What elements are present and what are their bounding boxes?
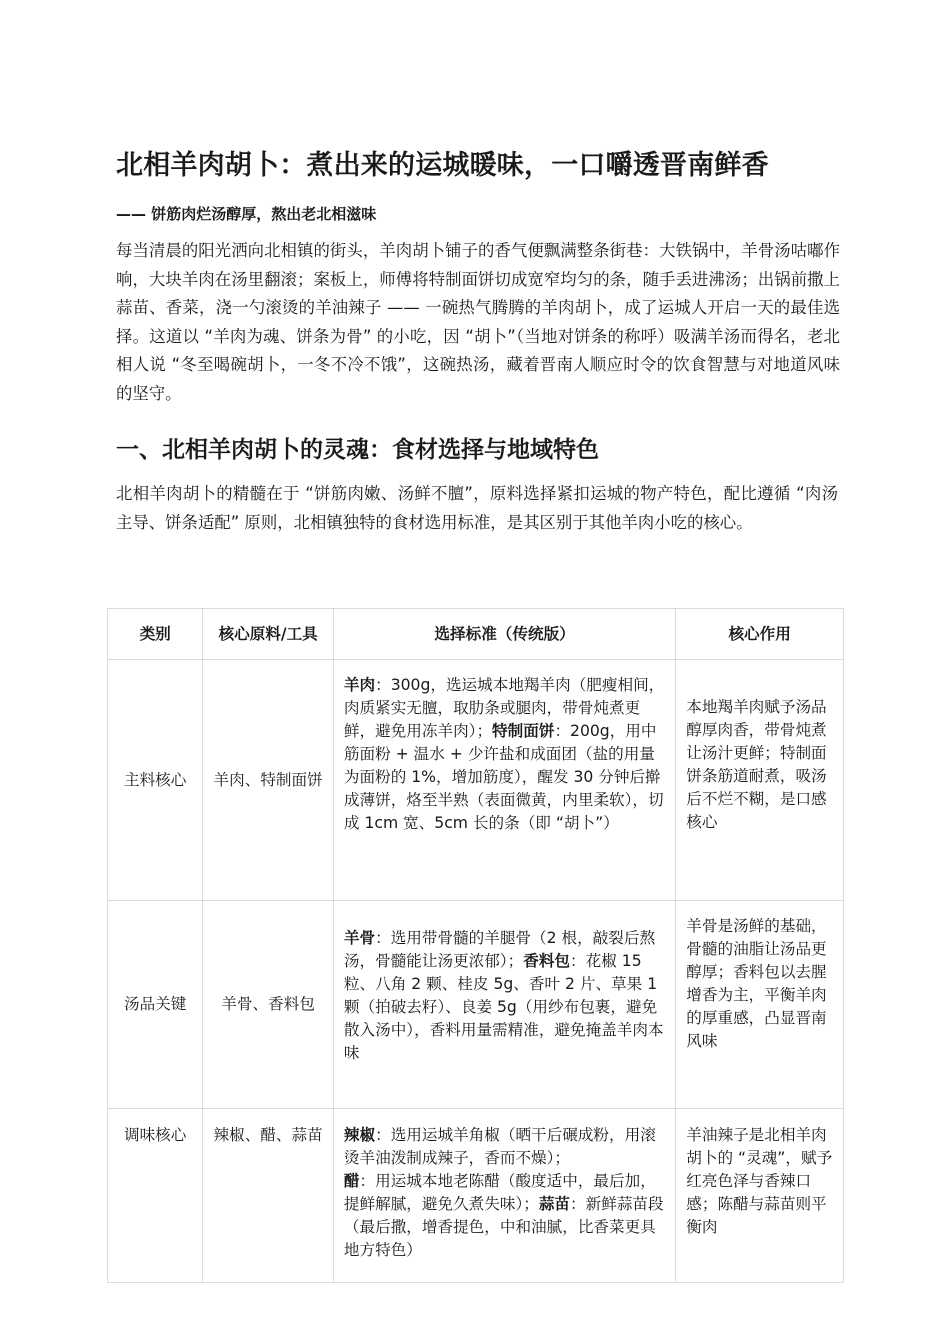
standard-keyword: 蒜苗 [538, 1195, 571, 1213]
standard-text: ：选用运城羊角椒（晒干后碾成粉，用滚烫羊油泼制成辣子，香而不燥）； [343, 1126, 656, 1167]
category-cell: 主料核心 [108, 660, 203, 901]
section-lead-paragraph: 北相羊肉胡卜的精髓在于 “饼筋肉嫩、汤鲜不膻”，原料选择紧扣运城的物产特色，配比遵循 “肉汤主导、饼条适配” 原则，北相镇独特的食材选用标准，是其区别于其他羊肉小吃的核心。 [116, 484, 838, 532]
column-header-category: 类别 [108, 609, 203, 660]
material-cell: 辣椒、醋、蒜苗 [203, 1109, 334, 1283]
table-header-row [108, 609, 844, 660]
table-row [108, 1109, 844, 1283]
column-header-material: 核心原料/工具 [203, 609, 334, 660]
material-cell: 羊骨、香料包 [203, 901, 334, 1109]
standard-text: ：花椒 15 粒、八角 2 颗、桂皮 5g、香叶 2 片、草果 1 颗（拍破去籽）、良姜 5g（用纱布包裹，避免散入汤中），香料用量需精准，避免掩盖羊肉本味 [343, 952, 664, 1062]
intro-paragraph: 每当清晨的阳光洒向北相镇的街头，羊肉胡卜铺子的香气便飘满整条街巷：大铁锅中，羊骨汤咕嘟作响，大块羊肉在汤里翻滚；案板上，师傅将特制面饼切成宽窄均匀的条，随手丢进沸汤；出锅前撒上蒜苗、香菜，浇一勺滚烫的羊油辣子 —— 一碗热气腾腾的羊肉胡卜，成了运城人开启一天的最佳选择。这道以 “羊肉为魂、饼条为骨” 的小吃，因 “胡卜”（当地对饼条的称呼）吸满羊汤而得名，老北相人说 “冬至喝碗胡卜，一冬不冷不饿”，这碗热汤，藏着晋南人顺应时令的饮食智慧与对地道风味的坚守。 [116, 241, 840, 403]
standard-keyword: 羊肉 [343, 676, 376, 694]
category-cell: 汤品关键 [108, 901, 203, 1109]
table-row [108, 901, 844, 1109]
standard-cell [333, 660, 675, 901]
standard-keyword: 醋 [343, 1172, 360, 1190]
material-cell: 羊肉、特制面饼 [203, 660, 334, 901]
table-row [108, 660, 844, 901]
ingredients-table [107, 608, 844, 1283]
standard-keyword: 香料包 [523, 952, 571, 970]
standard-text: ：300g，选运城本地羯羊肉（肥瘦相间，肉质紧实无膻，取肋条或腿肉，带骨炖煮更鲜，避免用冻羊肉）； [343, 676, 665, 740]
standard-keyword: 特制面饼 [492, 722, 555, 740]
page-title: 北相羊肉胡卜：煮出来的运城暖味，一口嚼透晋南鲜香 [116, 150, 769, 181]
standard-cell [333, 901, 675, 1109]
standard-keyword: 羊骨 [343, 929, 376, 947]
role-cell: 羊油辣子是北相羊肉胡卜的 “灵魂”，赋予红亮色泽与香辣口感；陈醋与蒜苗则平衡肉 [676, 1109, 844, 1283]
standard-cell [333, 1109, 675, 1283]
category-cell: 调味核心 [108, 1109, 203, 1283]
standard-text: ：用运城本地老陈醋（酸度适中，最后加，提鲜解腻，避免久煮失味）； [343, 1172, 656, 1213]
page-subtitle: —— 饼筋肉烂汤醇厚，熬出老北相滋味 [116, 205, 377, 223]
standard-text: ：新鲜蒜苗段（最后撒，增香提色，中和油腻，比香菜更具地方特色） [343, 1195, 664, 1259]
column-header-role: 核心作用 [676, 609, 844, 660]
standard-keyword: 辣椒 [343, 1126, 376, 1144]
standard-text: ：200g，用中筋面粉 + 温水 + 少许盐和成面团（盐的用量为面粉的 1%，增加筋度），醒发 30 分钟后擀成薄饼，烙至半熟（表面微黄，内里柔软），切成 1cm 宽、5cm 长的条（即 “胡卜”） [343, 722, 664, 832]
role-cell: 本地羯羊肉赋予汤品醇厚肉香，带骨炖煮让汤汁更鲜；特制面饼条筋道耐煮，吸汤后不烂不糊，是口感核心 [676, 660, 844, 901]
column-header-standard: 选择标准（传统版） [333, 609, 675, 660]
section-heading: 一、北相羊肉胡卜的灵魂：食材选择与地域特色 [116, 437, 599, 463]
role-cell: 羊骨是汤鲜的基础，骨髓的油脂让汤品更醇厚；香料包以去腥增香为主，平衡羊肉的厚重感，凸显晋南风味 [676, 901, 844, 1109]
standard-text: ：选用带骨髓的羊腿骨（2 根，敲裂后熬汤，骨髓能让汤更浓郁）； [343, 929, 656, 970]
